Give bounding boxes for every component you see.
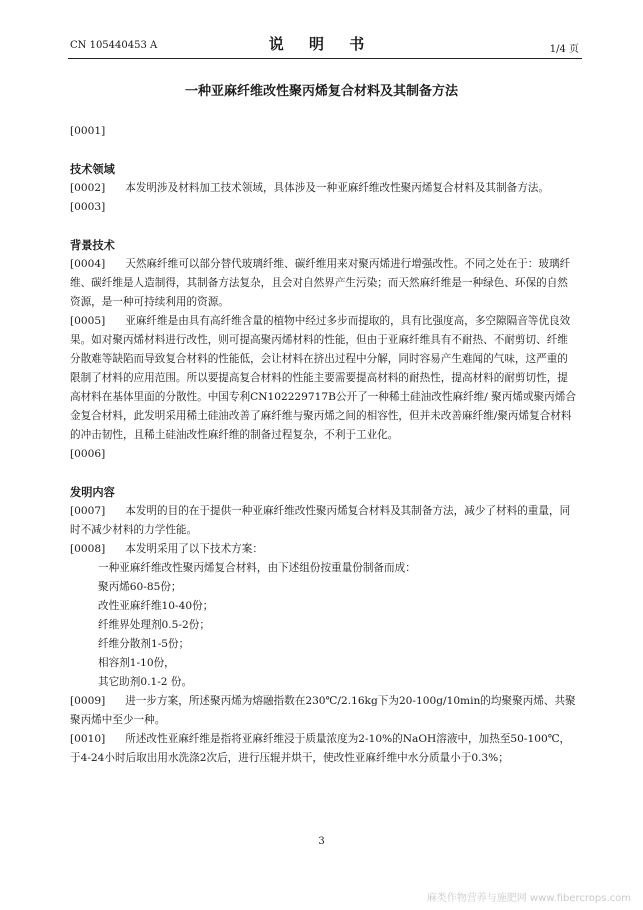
paragraph <box>70 730 576 768</box>
paragraph-text: 亚麻纤维是由具有高纤维含量的植物中经过多步而提取的，具有比强度高，多空隙隔音等优良效果。如对聚丙烯材料进行改性，则可提高聚丙烯材料的性能，但由于亚麻纤维具有不耐热、不耐剪切、纤维分散难等缺陷而导致复合材料的性能低，会让材料在挤出过程中分解，同时容易产生难闻的气味，这严重的限制了材料的应用范围。所以要提高复合材料的性能主要需要提高材料的耐热性，提高材料的耐剪切性，提高材料在基体里面的分散性。中国专利CN102229717B公开了一种稀土硅油改性麻纤维/ 聚丙烯或聚丙烯合金复合材料，此发明采用稀土硅油改善了麻纤维与聚丙烯之间的相容性，但并未改善麻纤维/聚丙烯复合材料的冲击韧性，且稀土硅油改性麻纤维的制备过程复杂，不利于工业化。 <box>70 315 576 441</box>
document-body <box>70 122 576 768</box>
paragraph <box>70 502 576 540</box>
paragraph-number: [0009] <box>70 695 106 707</box>
formula-item: 改性亚麻纤维10-40份； <box>98 600 214 612</box>
section-heading: 背景技术 <box>70 238 115 252</box>
paragraph <box>70 255 576 312</box>
paragraph-number: [0001] <box>70 125 106 137</box>
paragraph <box>70 692 576 730</box>
paragraph <box>70 198 576 217</box>
formula-item: 其它助剂0.1-2 份。 <box>98 676 193 688</box>
section-header: 说 明 书 <box>268 35 375 53</box>
paragraph-number: [0006] <box>70 448 106 460</box>
paragraph <box>70 122 576 141</box>
formula-item: 纤维分散剂1-5份； <box>98 638 190 650</box>
paragraph <box>70 445 576 464</box>
document-title: 一种亚麻纤维改性聚丙烯复合材料及其制备方法 <box>184 84 458 99</box>
paragraph-number: [0002] <box>70 182 106 194</box>
section-heading: 发明内容 <box>70 485 115 499</box>
paragraph-text: 本发明涉及材料加工技术领域，具体涉及一种亚麻纤维改性聚丙烯复合材料及其制备方法。 <box>125 182 549 194</box>
header-divider <box>68 58 582 59</box>
paragraph-number: [0004] <box>70 258 106 270</box>
paragraph-text: 进一步方案，所述聚丙烯为熔融指数在230℃/2.16kg下为20-100g/10min的均聚聚丙烯、共聚聚丙烯中至少一种。 <box>70 695 576 726</box>
formula-item: 相容剂1-10份， <box>98 657 175 669</box>
paragraph-text: 所述改性亚麻纤维是指将亚麻纤维浸于质量浓度为2-10%的NaOH溶液中，加热至50-100℃，于4-24小时后取出用水洗涤2次后，进行压辊并烘干，使改性亚麻纤维中水分质量小于0.3%； <box>70 733 571 764</box>
paragraph-text: 天然麻纤维可以部分替代玻璃纤维、碳纤维用来对聚丙烯进行增强改性。不同之处在于：玻璃纤维、碳纤维是人造制得，其制备方法复杂，且会对自然界产生污染；而天然麻纤维是一种绿色、环保的自然资源，是一种可持续利用的资源。 <box>70 258 571 308</box>
paragraph-number: [0007] <box>70 505 106 517</box>
section-heading: 技术领域 <box>70 162 115 176</box>
paragraph <box>70 179 576 198</box>
paragraph <box>70 312 576 445</box>
paragraph-number: [0010] <box>70 733 106 745</box>
page-number: 3 <box>318 836 325 847</box>
formula-item: 聚丙烯60-85份； <box>98 581 182 593</box>
paragraph-number: [0005] <box>70 315 106 327</box>
formula-item: 一种亚麻纤维改性聚丙烯复合材料，由下述组份按重量份制备而成： <box>98 562 416 574</box>
paragraph-text: 本发明的目的在于提供一种亚麻纤维改性聚丙烯复合材料及其制备方法，减少了材料的重量，同时不减少材料的力学性能。 <box>70 505 571 536</box>
watermark: 麻类作物营养与施肥网 www.fibercrops.com <box>426 893 631 904</box>
paragraph-number: [0008] <box>70 543 106 555</box>
paragraph-number: [0003] <box>70 201 106 213</box>
formula-item: 纤维界处理剂0.5-2份； <box>98 619 210 631</box>
patent-number: CN 105440453 A <box>70 40 158 51</box>
paragraph-text: 本发明采用了以下技术方案： <box>125 543 263 555</box>
paragraph <box>70 540 576 559</box>
page-of-total: 1/4 页 <box>549 44 579 55</box>
